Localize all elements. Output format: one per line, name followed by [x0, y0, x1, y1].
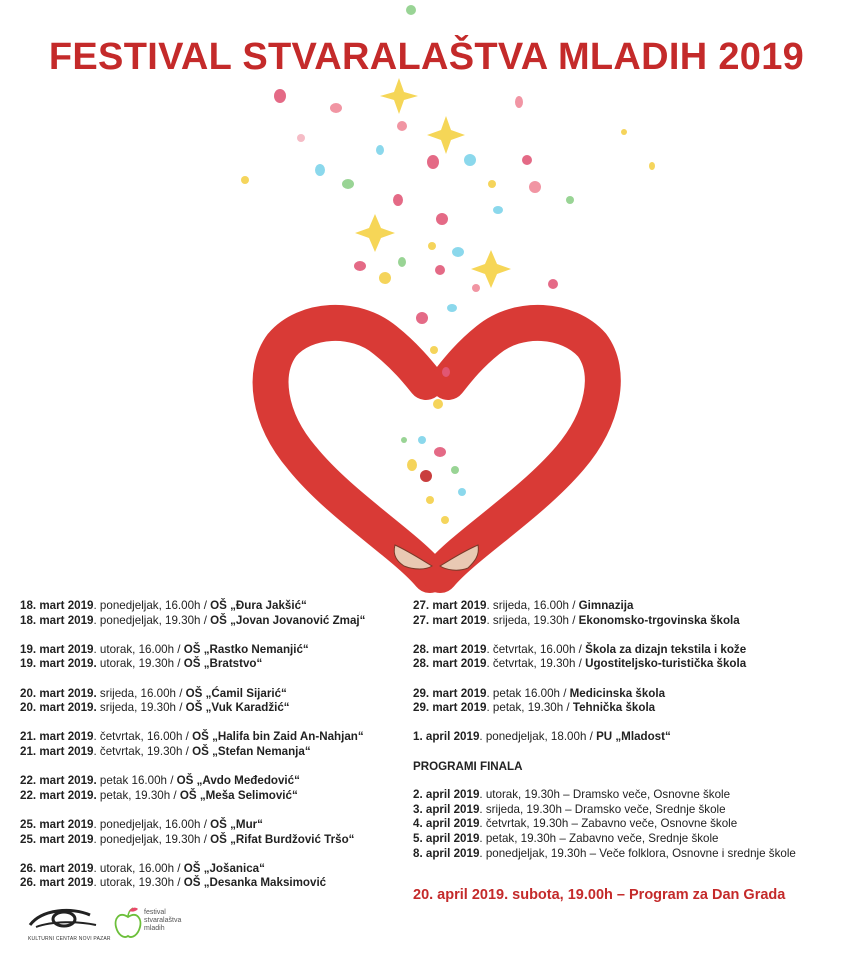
schedule-entry: 22. mart 2019. petak, 19.30h / OŠ „Meša Selimović“ [20, 788, 298, 802]
schedule-entry: 29. mart 2019. petak, 19.30h / Tehnička škola [413, 701, 656, 715]
schedule-group [20, 687, 400, 716]
finals-entry: 2. april 2019. utorak, 19.30h – Dramsko veče, Osnovne škole [413, 788, 731, 802]
schedule-group [20, 643, 400, 672]
schedule-entry: 26. mart 2019. utorak, 16.00h / OŠ „Jošanica“ [20, 861, 265, 875]
finals-entry: 5. april 2019. petak, 19.30h – Zabavno veče, Srednje škole [413, 831, 719, 845]
schedule-entry: 19. mart 2019. utorak, 19.30h / OŠ „Bratstvo“ [20, 657, 263, 671]
schedule-right-column [413, 599, 843, 861]
stars [355, 78, 511, 288]
schedule-entry: 18. mart 2019. ponedjeljak, 16.00h / OŠ „Đura Jakšić“ [20, 599, 307, 612]
schedule-group [20, 862, 400, 891]
schedule-group [413, 599, 843, 628]
schedule-left-column [20, 599, 400, 905]
schedule-entry: 21. mart 2019. četvrtak, 19.30h / OŠ „Stefan Nemanja“ [20, 744, 311, 758]
heart-left-arm [271, 323, 430, 575]
finals-entry: 4. april 2019. četvrtak, 19.30h – Zabavno veče, Osnovne škole [413, 817, 738, 831]
schedule-entry: 29. mart 2019. petak 16.00h / Medicinska škola [413, 686, 666, 700]
schedule-entry: 19. mart 2019. utorak, 16.00h / OŠ „Rastko Nemanjić“ [20, 642, 309, 656]
schedule-entry: 28. mart 2019. četvrtak, 16.00h / Škola za dizajn tekstila i kože [413, 642, 747, 656]
finals-entry: 3. april 2019. srijeda, 19.30h – Dramsko veče, Srednje škole [413, 802, 726, 816]
schedule-group [20, 730, 400, 759]
poster-title: FESTIVAL STVARALAŠTVA MLADIH 2019 [48, 36, 805, 78]
festival-logo [113, 905, 182, 946]
schedule-entry: 21. mart 2019. četvrtak, 16.00h / OŠ „Halifa bin Zaid An-Nahjan“ [20, 730, 364, 744]
schedule-entry: 1. april 2019. ponedjeljak, 18.00h / PU „Mladost“ [413, 730, 671, 744]
kc-logo-icon [28, 905, 98, 931]
schedule-entry: 25. mart 2019. ponedjeljak, 16.00h / OŠ „Mur“ [20, 817, 263, 831]
finals-heading: PROGRAMI FINALA [413, 759, 523, 773]
city-day-program: 20. april 2019. subota, 19.00h – Program za Dan Grada [413, 887, 786, 903]
schedule-entry: 27. mart 2019. srijeda, 19.30h / Ekonomsko-trgovinska škola [413, 613, 740, 627]
finals-list [413, 788, 843, 861]
schedule-group [20, 774, 400, 803]
kc-novi-pazar-logo [28, 905, 112, 942]
schedule-group [413, 687, 843, 716]
schedule-entry: 20. mart 2019. srijeda, 19.30h / OŠ „Vuk Karadžić“ [20, 701, 290, 715]
kc-logo-caption: KULTURNI CENTAR NOVI PAZAR [28, 936, 111, 942]
finals-entry: 8. april 2019. ponedjeljak, 19.30h – Veče folklora, Osnovne i srednje škole [413, 846, 796, 860]
schedule-group [413, 730, 843, 745]
apple-icon [113, 905, 143, 941]
schedule-entry: 25. mart 2019. ponedjeljak, 19.30h / OŠ „Rifat Burdžović Tršo“ [20, 832, 355, 846]
schedule-entry: 26. mart 2019. utorak, 19.30h / OŠ „Desanka Maksimović [20, 876, 327, 890]
schedule-group [20, 599, 400, 628]
heart-right-arm [440, 323, 603, 575]
schedule-entry: 28. mart 2019. četvrtak, 19.30h / Ugostiteljsko-turistička škola [413, 657, 747, 671]
schedule-entry: 20. mart 2019. srijeda, 16.00h / OŠ „Ćamil Sijarić“ [20, 686, 287, 700]
schedule-entry: 27. mart 2019. srijeda, 16.00h / Gimnazija [413, 599, 634, 612]
schedule-group [20, 818, 400, 847]
schedule-group [413, 643, 843, 672]
festival-logo-text: festival stvaralaštva mladih [144, 909, 182, 932]
schedule-entry: 18. mart 2019. ponedjeljak, 19.30h / OŠ „Jovan Jovanović Zmaj“ [20, 613, 366, 627]
schedule-entry: 22. mart 2019. petak 16.00h / OŠ „Avdo Međedović“ [20, 774, 300, 788]
